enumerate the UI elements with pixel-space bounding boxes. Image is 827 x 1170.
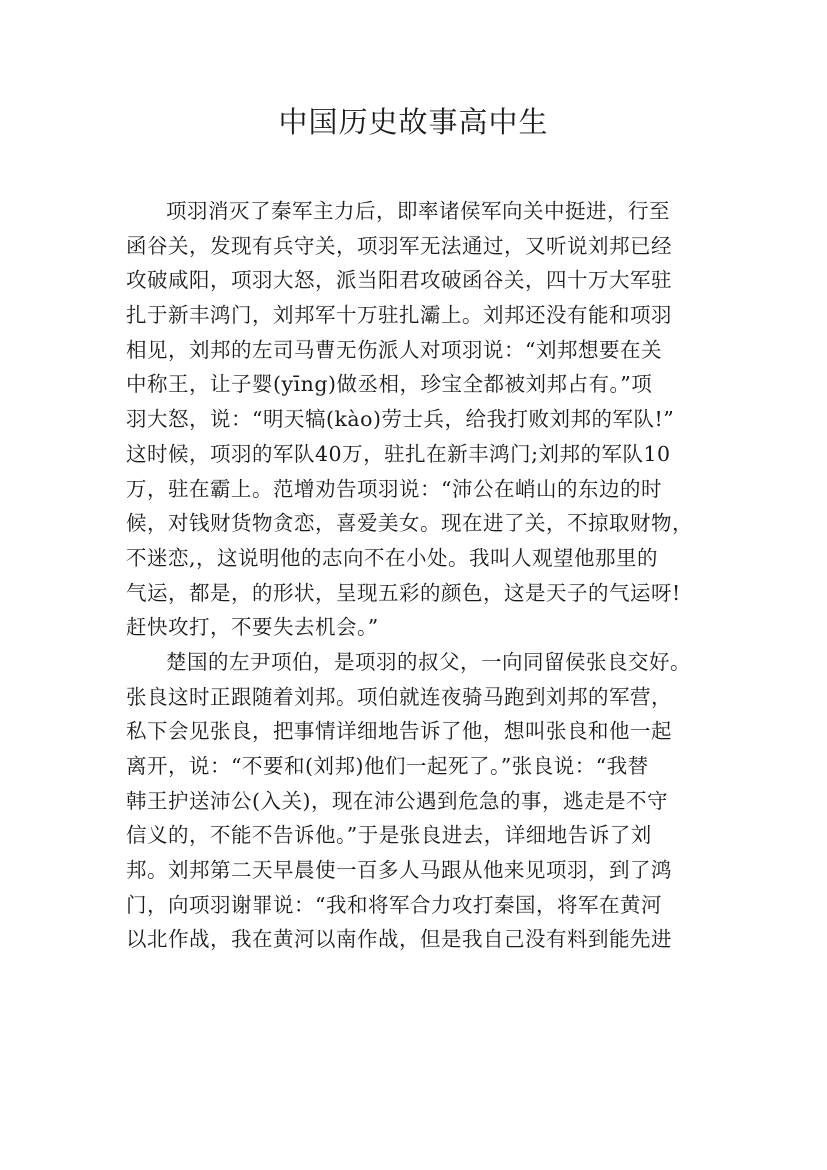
paragraph-1 <box>126 194 708 645</box>
text-line: 攻破咸阳，项羽大怒，派当阳君攻破函谷关，四十万大军驻 <box>126 268 672 293</box>
text-line: 邦。刘邦第二天早晨使一百多人马跟从他来见项羽，到了鸿 <box>126 858 672 883</box>
text-line: 万，驻在霸上。范增劝告项羽说：“沛公在峭山的东边的时 <box>126 476 662 501</box>
text-line: 相见，刘邦的左司马曹无伤派人对项羽说：“刘邦想要在关 <box>126 337 662 362</box>
text-line: 以北作战，我在黄河以南作战，但是我自己没有料到能先进 <box>126 927 672 952</box>
text-line: 项羽消灭了秦军主力后，即率诸侯军向关中挺进，行至 <box>166 199 670 223</box>
text-line: 赶快攻打，不要失去机会。” <box>126 615 379 640</box>
text-line: 张良这时正跟随着刘邦。项伯就连夜骑马跑到刘邦的军营， <box>126 684 672 709</box>
text-line: 私下会见张良，把事情详细地告诉了他，想叫张良和他一起 <box>126 719 672 744</box>
text-line: 气运，都是，的形状，呈现五彩的颜色，这是天子的气运呀! <box>126 580 681 605</box>
text-line: 楚国的左尹项伯，是项羽的叔父，一向同留侯张良交好。 <box>166 649 691 674</box>
text-line: 这时候，项羽的军队40万，驻扎在新丰鸿门;刘邦的军队10 <box>126 441 671 466</box>
text-line: 离开，说：“不要和(刘邦)他们一起死了。”张良说：“我替 <box>126 754 649 778</box>
text-line: 门，向项羽谢罪说：“我和将军合力攻打秦国，将军在黄河 <box>126 892 662 917</box>
text-line: 候，对钱财货物贪恋，喜爱美女。现在进了关，不掠取财物， <box>126 511 693 536</box>
document-body <box>126 194 708 957</box>
text-line: 中称王，让子婴(yīng)做丞相，珍宝全都被刘邦占有。”项 <box>126 372 653 397</box>
text-line: 不迷恋,，这说明他的志向不在小处。我叫人观望他那里的 <box>126 545 659 570</box>
text-line: 羽大怒，说：“明天犒(kào)劳士兵，给我打败刘邦的军队!” <box>126 407 675 432</box>
text-line: 信义的，不能不告诉他。”于是张良进去，详细地告诉了刘 <box>126 823 652 848</box>
text-line: 函谷关，发现有兵守关，项羽军无法通过，又听说刘邦已经 <box>126 233 672 258</box>
document-title: 中国历史故事高中生 <box>278 105 549 139</box>
text-line: 韩王护送沛公(入关)，现在沛公遇到危急的事，逃走是不守 <box>126 788 668 813</box>
paragraph-2 <box>126 645 708 957</box>
text-line: 扎于新丰鸿门，刘邦军十万驻扎灞上。刘邦还没有能和项羽 <box>126 303 672 328</box>
